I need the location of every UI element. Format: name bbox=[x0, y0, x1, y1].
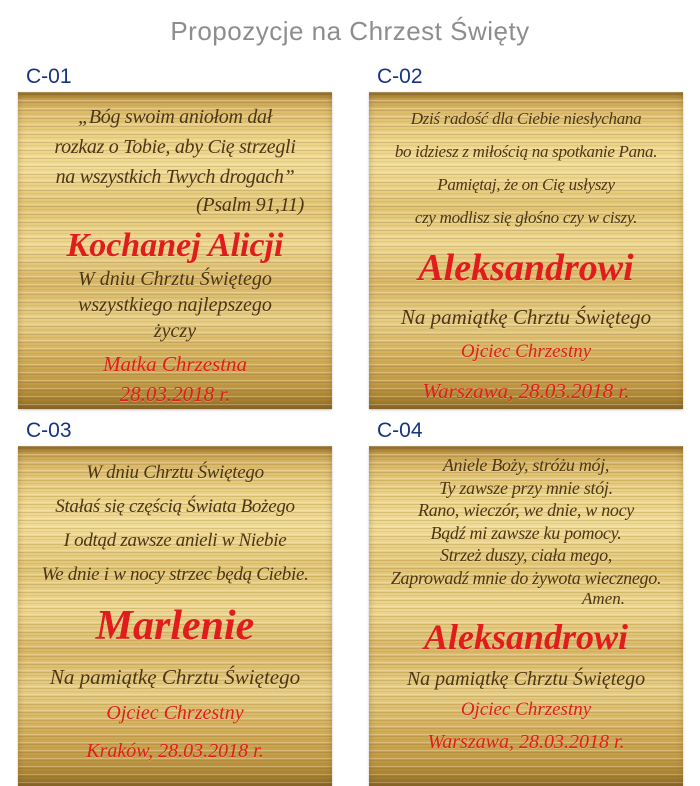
quote-attribution: Amen. bbox=[582, 589, 625, 608]
recipient-name: Kochanej Alicji bbox=[66, 227, 284, 264]
plaque-section-c03 bbox=[18, 409, 332, 786]
quote-line: Strzeż duszy, ciała mego, bbox=[440, 545, 612, 565]
page-title: Propozycje na Chrzest Święty bbox=[170, 16, 530, 46]
signature: Matka Chrzestna bbox=[102, 352, 248, 376]
signature: Ojciec Chrzestny bbox=[106, 702, 244, 724]
quote-line: czy modlisz się głośno czy w ciszy. bbox=[414, 208, 638, 227]
plaque-grid bbox=[0, 55, 700, 786]
dedication-line: życzy bbox=[153, 320, 197, 342]
plaque-c02 bbox=[369, 92, 683, 409]
recipient-name: Aleksandrowi bbox=[423, 617, 629, 657]
quote-line: Zaprowadź mnie do żywota wiecznego. bbox=[390, 567, 662, 588]
plaque-section-c01 bbox=[18, 55, 332, 409]
recipient-name: Marlenie bbox=[95, 603, 255, 649]
quote-line: na wszystkich Twych drogach” bbox=[55, 166, 295, 188]
recipient-name: Aleksandrowi bbox=[418, 247, 634, 289]
quote-line: I odtąd zawsze anieli w Niebie bbox=[63, 530, 287, 551]
signature: Ojciec Chrzestny bbox=[460, 341, 592, 362]
signature: Ojciec Chrzestny bbox=[460, 699, 592, 720]
quote-line: Dziś radość dla Ciebie niesłychana bbox=[410, 109, 642, 128]
quote-line: Aniele Boży, stróżu mój, bbox=[442, 455, 610, 475]
date-line: 28.03.2018 r. bbox=[119, 382, 231, 406]
quote-line: bo idziesz z miłością na spotkanie Pana. bbox=[394, 142, 658, 161]
quote-line: W dniu Chrztu Świętego bbox=[86, 462, 264, 483]
quote-line: „Bóg swoim aniołom dał bbox=[78, 106, 272, 128]
quote-attribution: (Psalm 91,11) bbox=[196, 194, 304, 216]
quote-line: Rano, wieczór, we dnie, w nocy bbox=[418, 500, 634, 520]
date-line: Kraków, 28.03.2018 r. bbox=[86, 740, 264, 762]
plaque-c04 bbox=[369, 446, 683, 786]
plaque-label-c01: C-01 bbox=[26, 65, 72, 88]
quote-line: rozkaz o Tobie, aby Cię strzegli bbox=[54, 136, 296, 158]
plaque-label-c02: C-02 bbox=[377, 65, 423, 88]
dedication-line: Na pamiątkę Chrztu Świętego bbox=[400, 305, 652, 329]
plaque-c03 bbox=[18, 446, 332, 786]
quote-line: Ty zawsze przy mnie stój. bbox=[439, 477, 613, 498]
plaque-label-c04: C-04 bbox=[377, 419, 423, 442]
dedication-line: Na pamiątkę Chrztu Świętego bbox=[49, 665, 301, 689]
date-line: Warszawa, 28.03.2018 r. bbox=[427, 731, 625, 753]
quote-line: We dnie i w nocy strzec będą Ciebie. bbox=[41, 564, 309, 585]
quote-line: Bądź mi zawsze ku pomocy. bbox=[430, 522, 622, 543]
plaque-label-c03: C-03 bbox=[26, 419, 72, 442]
dedication-line: Na pamiątkę Chrztu Świętego bbox=[406, 668, 646, 690]
plaque-c01 bbox=[18, 92, 332, 409]
quote-line: Stałaś się częścią Świata Bożego bbox=[55, 496, 295, 517]
plaque-section-c04 bbox=[369, 409, 683, 786]
date-line: Warszawa, 28.03.2018 r. bbox=[422, 379, 630, 403]
quote-line: Pamiętaj, że on Cię usłyszy bbox=[437, 175, 615, 194]
dedication-line: wszystkiego najlepszego bbox=[78, 294, 272, 316]
dedication-line: W dniu Chrztu Świętego bbox=[78, 268, 272, 290]
plaque-section-c02 bbox=[369, 55, 683, 409]
